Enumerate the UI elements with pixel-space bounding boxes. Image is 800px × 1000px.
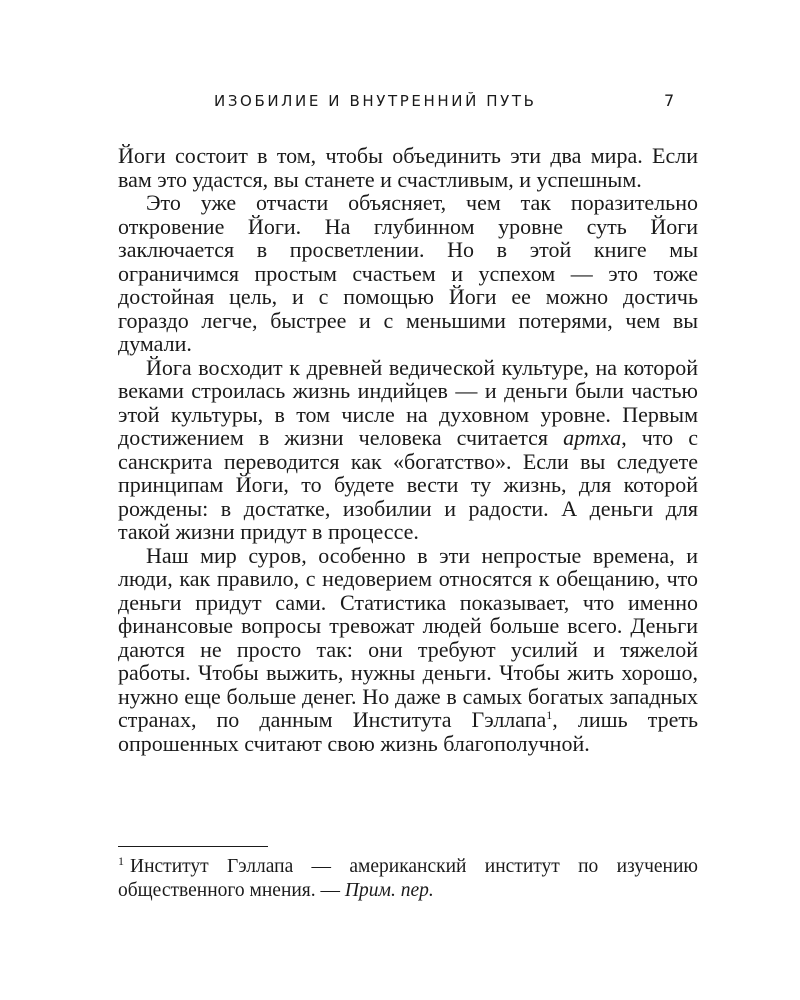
translator-note: Прим. пер. [344, 880, 434, 901]
paragraph-3-start: Йога восходит к древней ведической культуре, на которой веками строилась жизнь индийцев — и деньги были частью этой культуры, в том числе на духовном уровне. Первым достижением в жизни человека считается [118, 354, 698, 450]
footnote-marker: 1 [118, 854, 124, 868]
paragraph-3 [118, 356, 698, 544]
paragraph-4-start: Наш мир суров, особенно в эти непростые времена, и люди, как правило, с недоверием относятся к обещанию, что деньги придут сами. Статистика показывает, что именно финансовые вопросы тревожат людей больше всего. Деньги даются не просто так: они требуют усилий и тяжелой работы. Чтобы выжить, нужны деньги. Чтобы жить хорошо, нужно еще больше денег. Но даже в самых богатых западных странах, по данным Института Гэллапа [118, 542, 698, 732]
body-text [118, 144, 698, 755]
sanskrit-term: артха [563, 425, 622, 450]
footnote [118, 855, 698, 903]
page-number: 7 [664, 91, 675, 110]
paragraph-4-end: , лишь треть опрошенных считают свою жизнь благополучной. [118, 707, 698, 756]
footnote-reference: 1 [546, 708, 553, 722]
paragraph-4 [118, 544, 698, 756]
footnote-text: Институт Гэллапа — американский институт по изучению общественного мнения. — [118, 856, 698, 901]
paragraph-3-end: , что с санскрита переводится как «богатство». Если вы следуете принципам Йоги, то будете вести ту жизнь, для которой рождены: в достатке, изобилии и радости. А деньги для такой жизни придут в процессе. [118, 425, 699, 544]
paragraph-2: Это уже отчасти объясняет, чем так поразительно откровение Йоги. На глубинном уровне суть Йоги заключается в просветлении. Но в этой книге мы ограничимся простым счастьем и успехом — это тоже достойная цель, и с помощью Йоги ее можно достичь гораздо легче, быстрее и с меньшими потерями, чем вы думали. [118, 190, 698, 356]
paragraph-1: Йоги состоит в том, чтобы объединить эти два мира. Если вам это удастся, вы станете и счастливым, и успешным. [118, 143, 698, 192]
footnote-divider [118, 846, 268, 847]
running-header: ИЗОБИЛИЕ И ВНУТРЕННИЙ ПУТЬ [214, 92, 537, 110]
